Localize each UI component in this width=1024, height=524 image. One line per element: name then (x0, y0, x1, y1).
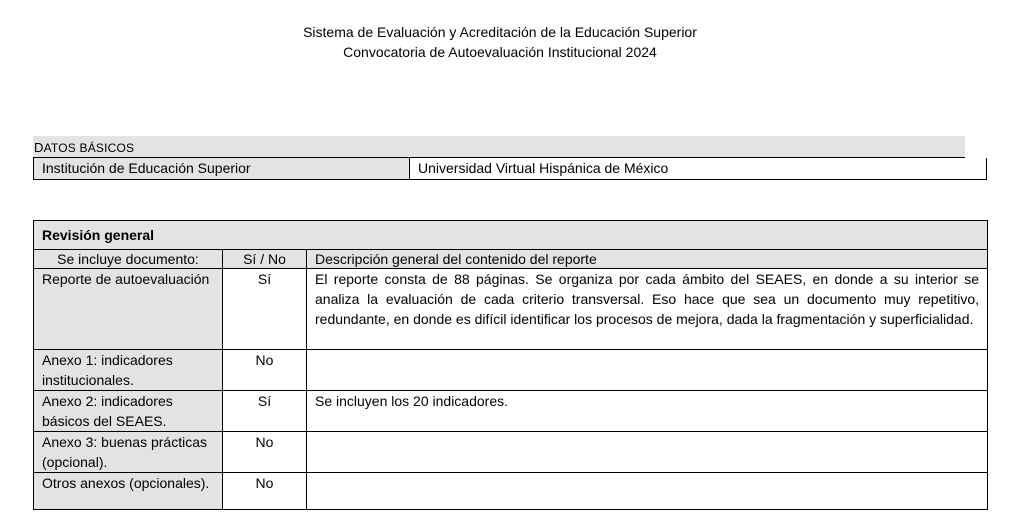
row-description (307, 350, 988, 391)
institution-label: Institución de Educación Superior (34, 158, 410, 179)
review-title-row (34, 221, 988, 250)
row-description: El reporte consta de 88 páginas. Se organiza por cada ámbito del SEAES, en donde a su interior se analiza la evaluación de cada criterio transversal. Eso hace que sea un documento muy repetitivo, redundante, en donde es difícil identificar los procesos de mejora, dada la fragmentación y superficialidad. (307, 269, 988, 350)
table-row (34, 350, 988, 391)
row-document: Anexo 3: buenas prácticas (opcional). (34, 432, 223, 473)
basic-data-title (33, 136, 965, 158)
review-header-row (34, 250, 988, 269)
header-yes-no: Sí / No (223, 250, 307, 269)
row-description (307, 432, 988, 473)
basic-data-title-rest: ATOS BÁSICOS (43, 141, 135, 155)
row-yes-no: No (223, 432, 307, 473)
basic-data-section (33, 136, 987, 180)
document-header (0, 22, 1000, 62)
basic-data-title-initial: D (34, 140, 44, 155)
row-yes-no: Sí (223, 391, 307, 432)
review-title: Revisión general (34, 221, 988, 250)
row-yes-no: No (223, 473, 307, 510)
row-document: Otros anexos (opcionales). (34, 473, 223, 510)
row-description: Se incluyen los 20 indicadores. (307, 391, 988, 432)
header-description: Descripción general del contenido del reporte (307, 250, 988, 269)
general-review-table (33, 220, 988, 510)
row-description (307, 473, 988, 510)
institution-value: Universidad Virtual Hispánica de México (418, 160, 669, 176)
row-document: Anexo 1: indicadores institucionales. (34, 350, 223, 391)
header-document: Se incluye documento: (34, 250, 223, 269)
row-yes-no: Sí (223, 269, 307, 350)
table-row (34, 391, 988, 432)
row-document: Reporte de autoevaluación (34, 269, 223, 350)
table-row (34, 473, 988, 510)
row-yes-no: No (223, 350, 307, 391)
row-document: Anexo 2: indicadores básicos del SEAES. (34, 391, 223, 432)
institution-row (33, 158, 987, 180)
header-line-1: Sistema de Evaluación y Acreditación de la Educación Superior (303, 24, 697, 40)
header-line-2: Convocatoria de Autoevaluación Institucional 2024 (343, 44, 657, 60)
table-row (34, 269, 988, 350)
table-row (34, 432, 988, 473)
